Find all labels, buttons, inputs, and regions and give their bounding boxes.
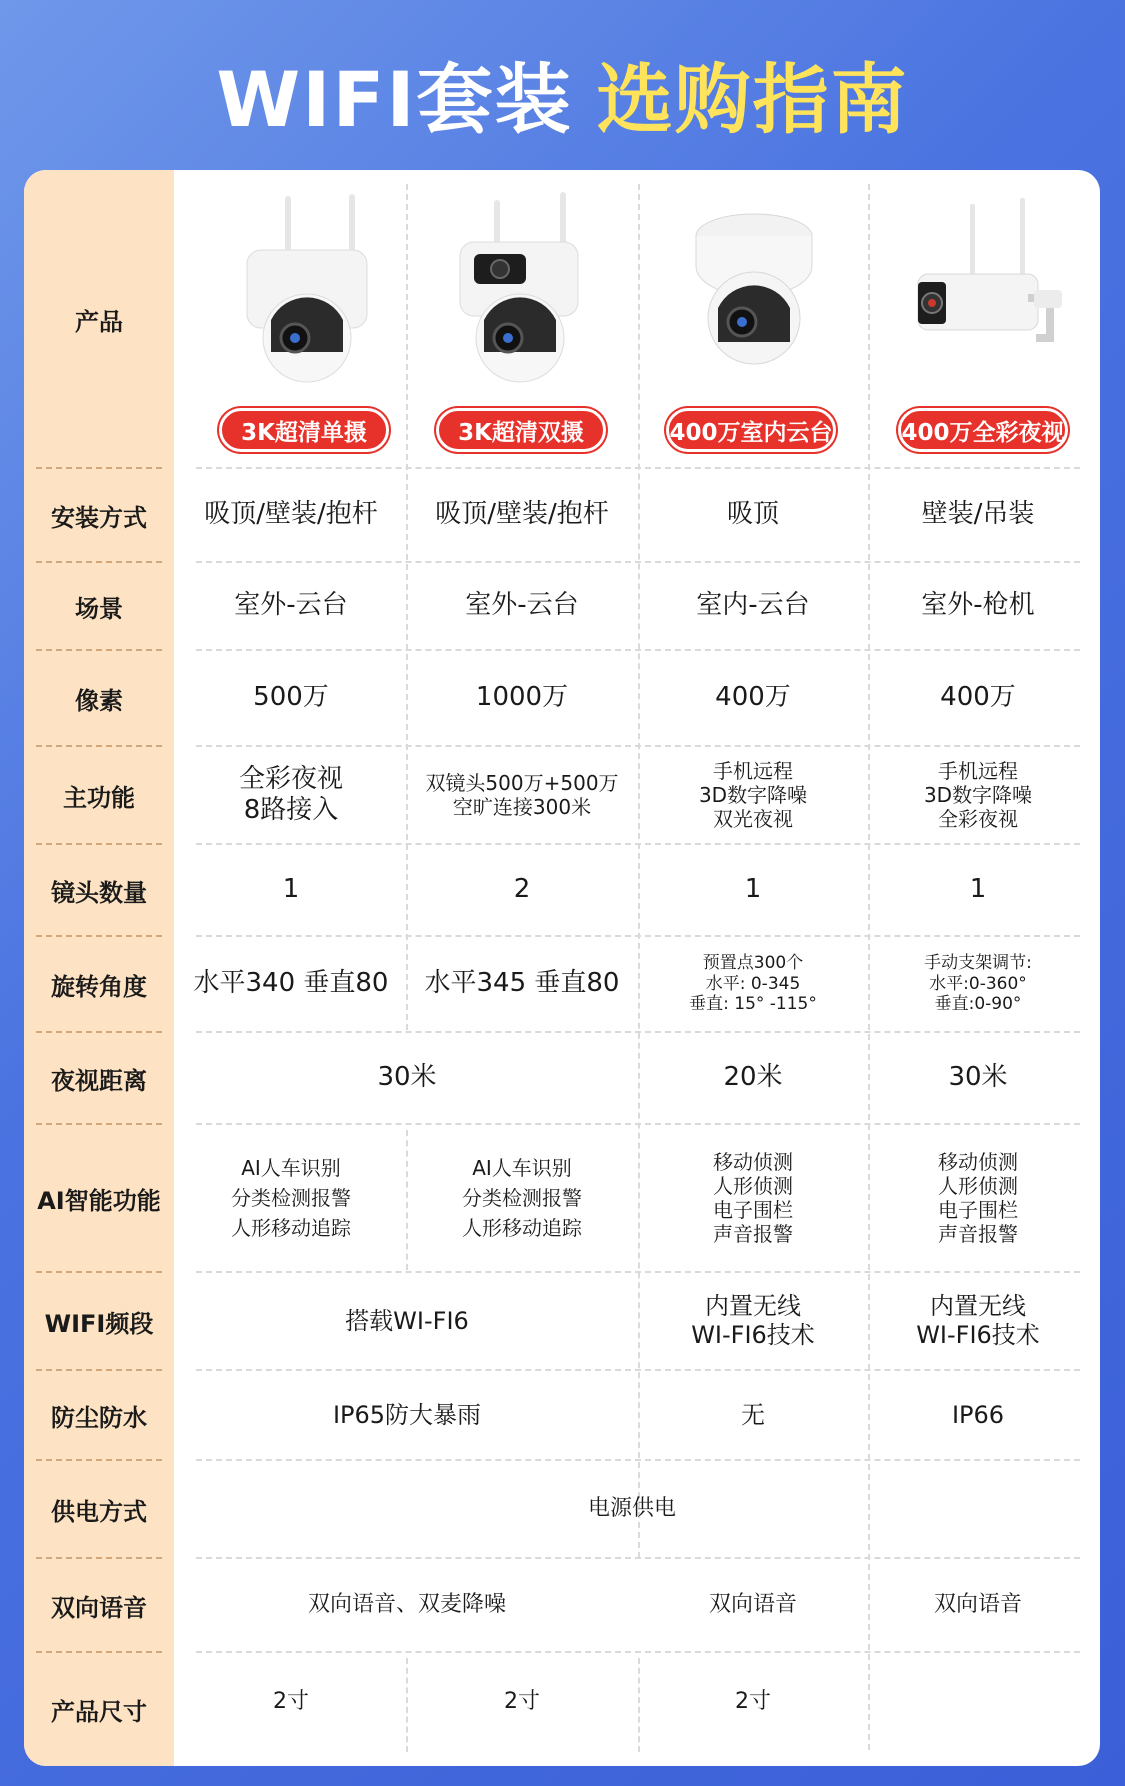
ai-line: 人形侦测 (938, 1174, 1018, 1198)
power-cell: 电源供电 (587, 1495, 676, 1521)
voice-cell: 双向语音 (933, 1591, 1022, 1617)
rotate-line: 垂直: 15° -115° (689, 994, 817, 1015)
wifi-line: 搭载WI-FI6 (345, 1306, 469, 1335)
label-wifi: WIFI频段 (44, 1309, 154, 1338)
ai-cell (868, 1124, 1088, 1272)
pixel-cell: 400万 (940, 682, 1016, 713)
label-dust: 防尘防水 (51, 1403, 147, 1432)
ai-line: AI人车识别 (472, 1156, 572, 1180)
ptz-camera-icon (199, 190, 409, 390)
main-line: 空旷连接300米 (452, 795, 592, 819)
title-part1: WIFI套装 (216, 55, 573, 144)
product-badge: 400万室内云台 (666, 408, 836, 452)
wifi-cell (868, 1272, 1088, 1370)
rotate-line: 水平: 0-345 (705, 973, 801, 994)
wifi-line: WI-FI6技术 (691, 1321, 815, 1349)
main-line: 双镜头500万+500万 (425, 771, 619, 795)
size-cell: 2寸 (735, 1688, 771, 1714)
night-cell: 20米 (723, 1062, 783, 1093)
rotate-line: 预置点300个 (702, 953, 804, 974)
ai-line: AI人车识别 (241, 1156, 341, 1180)
install-cell: 吸顶 (726, 499, 779, 530)
main-line: 全彩夜视 (938, 807, 1018, 831)
rotate-cell (638, 936, 868, 1032)
label-install: 安装方式 (51, 503, 147, 532)
label-ai: AI智能功能 (37, 1186, 161, 1215)
rotate-cell (406, 936, 638, 1032)
night-cell: 30米 (377, 1062, 437, 1093)
product-badge: 400万全彩夜视 (898, 408, 1068, 452)
lens-cell: 1 (744, 874, 762, 905)
ai-line: 移动侦测 (938, 1150, 1018, 1174)
dust-cell: 无 (741, 1400, 765, 1429)
ai-line: 电子围栏 (938, 1198, 1018, 1222)
size-cell: 2寸 (504, 1688, 540, 1714)
product-1 (199, 170, 409, 460)
product-3 (646, 170, 856, 460)
main-line: 全彩夜视 (238, 763, 343, 794)
size-cell: 2寸 (273, 1688, 309, 1714)
ai-cell (638, 1124, 868, 1272)
main-line: 3D数字降噪 (923, 783, 1033, 807)
lens-cell: 1 (282, 874, 300, 905)
ai-line: 人形侦测 (713, 1174, 793, 1198)
wifi-cell (638, 1272, 868, 1370)
label-night: 夜视距离 (51, 1066, 147, 1095)
pixel-cell: 1000万 (475, 682, 569, 713)
product-4 (878, 170, 1088, 460)
ai-cell (406, 1124, 638, 1272)
scene-cell: 室外-云台 (234, 590, 348, 621)
page-title (0, 40, 1125, 160)
ai-line: 分类检测报警 (462, 1186, 582, 1210)
bullet-camera-icon (878, 190, 1088, 390)
product-2 (416, 170, 626, 460)
ai-cell (176, 1124, 406, 1272)
night-cell: 30米 (948, 1062, 1008, 1093)
scene-cell: 室内-云台 (696, 590, 810, 621)
pixel-cell: 500万 (253, 682, 329, 713)
pixel-cell: 400万 (715, 682, 791, 713)
dust-cell: IP66 (951, 1400, 1005, 1429)
dual-lens-camera-icon (416, 190, 626, 390)
voice-cell: 双向语音、双麦降噪 (307, 1591, 506, 1617)
main-line: 双光夜视 (713, 807, 793, 831)
install-cell: 吸顶/壁装/抱杆 (435, 499, 609, 530)
wifi-line: WI-FI6技术 (916, 1321, 1040, 1349)
ai-line: 移动侦测 (713, 1150, 793, 1174)
ai-line: 声音报警 (938, 1222, 1018, 1246)
ai-line: 人形移动追踪 (462, 1216, 582, 1240)
dust-cell: IP65防大暴雨 (332, 1400, 482, 1429)
install-cell: 壁装/吊装 (921, 499, 1035, 530)
wifi-line: 内置无线 (930, 1292, 1026, 1321)
title-part2: 选购指南 (596, 55, 909, 144)
scene-cell: 室外-枪机 (921, 590, 1035, 621)
install-cell: 吸顶/壁装/抱杆 (204, 499, 378, 530)
main-cell (176, 746, 406, 844)
rotate-line: 水平345 垂直80 (424, 968, 620, 999)
main-line: 3D数字降噪 (698, 783, 808, 807)
wifi-cell (176, 1272, 638, 1370)
rotate-line: 水平:0-360° (929, 973, 1027, 994)
main-line: 手机远程 (938, 759, 1018, 783)
label-power: 供电方式 (51, 1497, 147, 1526)
label-pixel: 像素 (75, 686, 123, 715)
ai-line: 电子围栏 (713, 1198, 793, 1222)
main-line: 8路接入 (243, 795, 339, 825)
label-main: 主功能 (63, 783, 135, 812)
main-cell (638, 746, 868, 844)
rotate-line: 手动支架调节: (924, 953, 1032, 974)
ai-line: 分类检测报警 (231, 1186, 351, 1210)
label-scene: 场景 (75, 594, 123, 623)
rotate-cell (868, 936, 1088, 1032)
label-voice: 双向语音 (51, 1593, 147, 1622)
comparison-card (24, 170, 1100, 1766)
voice-cell: 双向语音 (708, 1591, 797, 1617)
rotate-line: 垂直:0-90° (934, 994, 1022, 1015)
ai-line: 人形移动追踪 (231, 1216, 351, 1240)
main-cell (868, 746, 1088, 844)
rotate-line: 水平340 垂直80 (193, 968, 389, 999)
label-lens: 镜头数量 (51, 878, 147, 907)
product-badge: 3K超清双摄 (436, 408, 606, 452)
ai-line: 声音报警 (713, 1222, 793, 1246)
label-product: 产品 (75, 307, 123, 336)
main-cell (406, 746, 638, 844)
rotate-cell (176, 936, 406, 1032)
lens-cell: 2 (513, 874, 531, 905)
product-badge: 3K超清单摄 (219, 408, 389, 452)
scene-cell: 室外-云台 (465, 590, 579, 621)
wifi-line: 内置无线 (705, 1292, 801, 1321)
main-line: 手机远程 (713, 759, 793, 783)
lens-cell: 1 (969, 874, 987, 905)
label-size: 产品尺寸 (51, 1697, 147, 1726)
indoor-dome-camera-icon (646, 190, 856, 390)
label-rotate: 旋转角度 (51, 972, 147, 1001)
